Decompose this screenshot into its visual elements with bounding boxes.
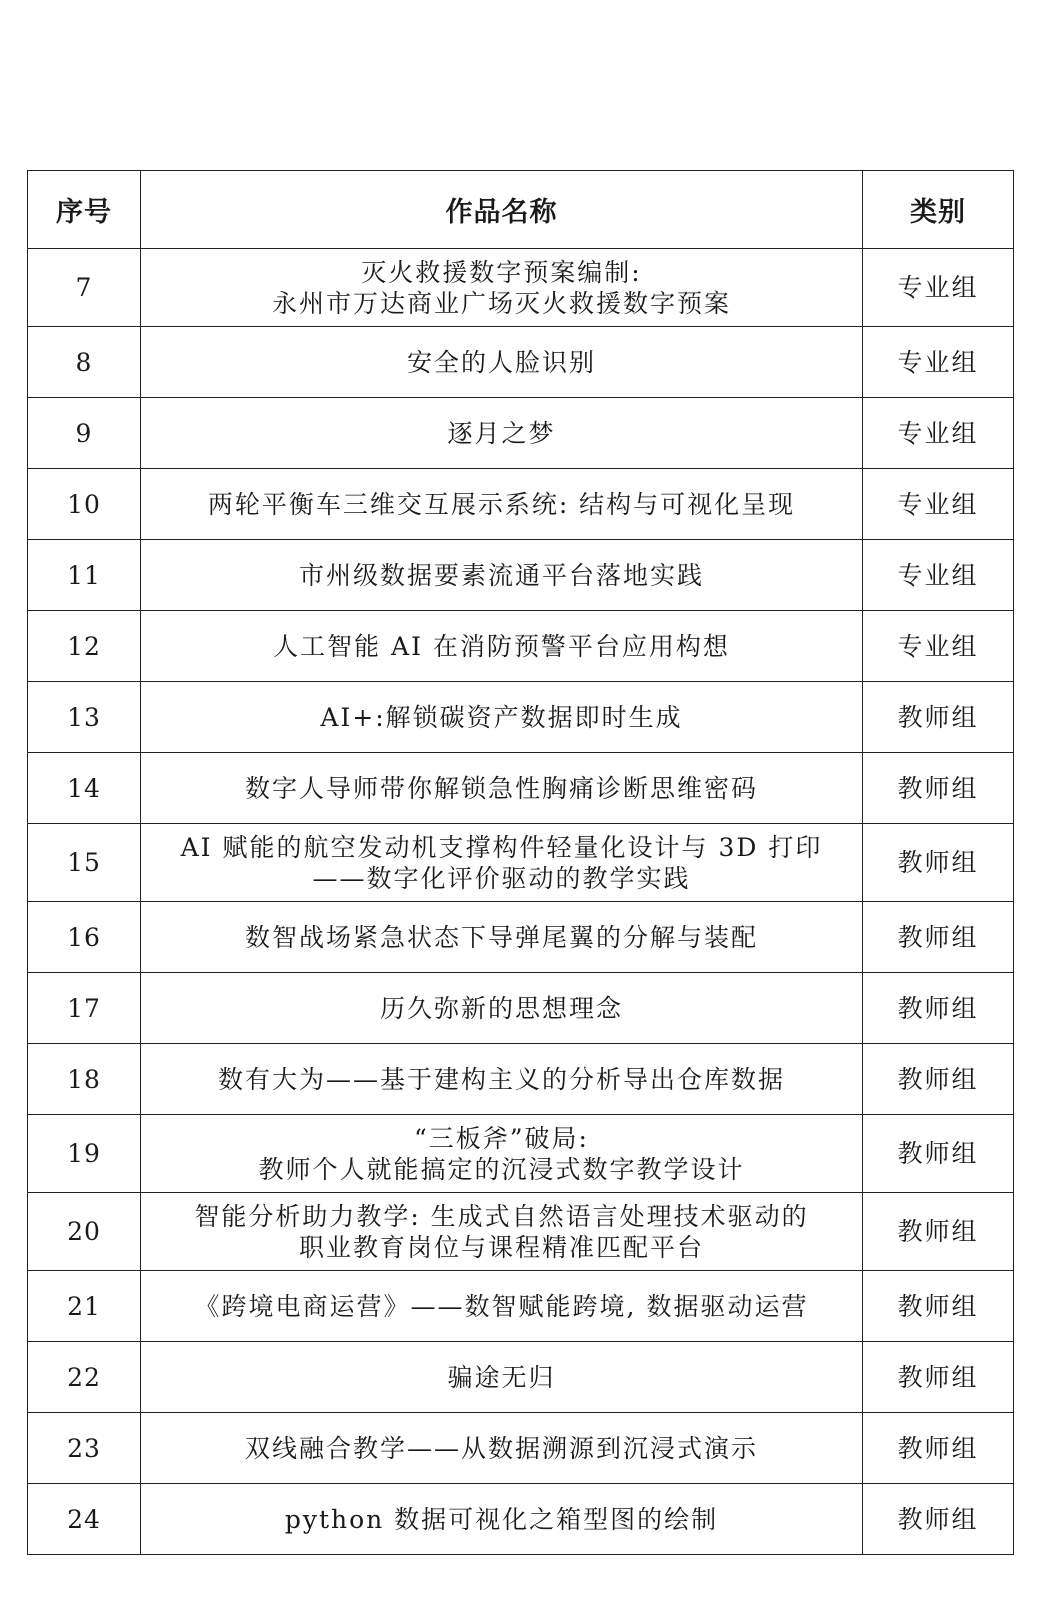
table-row bbox=[28, 469, 1014, 540]
row-work-name bbox=[141, 249, 863, 327]
work-name-line: 逐月之梦 bbox=[447, 418, 556, 448]
row-index: 23 bbox=[28, 1413, 141, 1484]
row-work-name bbox=[141, 469, 863, 540]
row-index: 19 bbox=[28, 1115, 141, 1193]
row-index: 12 bbox=[28, 611, 141, 682]
row-work-name bbox=[141, 973, 863, 1044]
work-name-line: “三板斧”破局: bbox=[414, 1123, 589, 1153]
table-row bbox=[28, 1193, 1014, 1271]
table-row bbox=[28, 1413, 1014, 1484]
table-row bbox=[28, 611, 1014, 682]
table-row bbox=[28, 753, 1014, 824]
table-body bbox=[28, 249, 1014, 1555]
row-index: 15 bbox=[28, 824, 141, 902]
table-row bbox=[28, 1044, 1014, 1115]
header-index: 序号 bbox=[28, 171, 141, 249]
work-name-line: 职业教育岗位与课程精准匹配平台 bbox=[298, 1232, 704, 1262]
row-work-name bbox=[141, 1115, 863, 1193]
row-index: 18 bbox=[28, 1044, 141, 1115]
table-row bbox=[28, 1484, 1014, 1555]
row-category: 教师组 bbox=[863, 973, 1014, 1044]
table-row bbox=[28, 249, 1014, 327]
work-name-line: 人工智能 AI 在消防预警平台应用构想 bbox=[273, 631, 730, 661]
work-name-line: 教师个人就能搞定的沉浸式数字教学设计 bbox=[258, 1154, 745, 1184]
work-name-line: 智能分析助力教学: 生成式自然语言处理技术驱动的 bbox=[194, 1201, 809, 1231]
work-name-line: 骗途无归 bbox=[447, 1362, 556, 1392]
table-row bbox=[28, 1271, 1014, 1342]
work-name-line: 两轮平衡车三维交互展示系统: 结构与可视化呈现 bbox=[207, 489, 796, 519]
work-name-line: 《跨境电商运营》——数智赋能跨境, 数据驱动运营 bbox=[194, 1291, 809, 1321]
row-index: 21 bbox=[28, 1271, 141, 1342]
row-index: 24 bbox=[28, 1484, 141, 1555]
table-row bbox=[28, 398, 1014, 469]
row-work-name bbox=[141, 1413, 863, 1484]
table-row bbox=[28, 540, 1014, 611]
table-row bbox=[28, 682, 1014, 753]
work-name-line: 数有大为——基于建构主义的分析导出仓库数据 bbox=[217, 1064, 785, 1094]
row-index: 14 bbox=[28, 753, 141, 824]
row-index: 22 bbox=[28, 1342, 141, 1413]
row-category: 教师组 bbox=[863, 1342, 1014, 1413]
row-work-name bbox=[141, 902, 863, 973]
row-work-name bbox=[141, 1044, 863, 1115]
row-index: 13 bbox=[28, 682, 141, 753]
row-index: 11 bbox=[28, 540, 141, 611]
row-index: 16 bbox=[28, 902, 141, 973]
row-category: 教师组 bbox=[863, 1044, 1014, 1115]
work-name-line: 永州市万达商业广场灭火救援数字预案 bbox=[271, 288, 731, 318]
row-index: 7 bbox=[28, 249, 141, 327]
row-work-name bbox=[141, 1193, 863, 1271]
work-name-line: 数字人导师带你解锁急性胸痛诊断思维密码 bbox=[244, 773, 758, 803]
row-category: 教师组 bbox=[863, 902, 1014, 973]
row-category: 教师组 bbox=[863, 1193, 1014, 1271]
row-category: 专业组 bbox=[863, 611, 1014, 682]
header-name: 作品名称 bbox=[141, 171, 863, 249]
row-work-name bbox=[141, 682, 863, 753]
row-work-name bbox=[141, 1484, 863, 1555]
row-category: 教师组 bbox=[863, 753, 1014, 824]
work-name-line: 历久弥新的思想理念 bbox=[379, 993, 623, 1023]
row-work-name bbox=[141, 1342, 863, 1413]
work-name-line: 数智战场紧急状态下导弹尾翼的分解与装配 bbox=[244, 922, 758, 952]
row-work-name bbox=[141, 327, 863, 398]
row-category: 教师组 bbox=[863, 1115, 1014, 1193]
row-index: 17 bbox=[28, 973, 141, 1044]
table-row bbox=[28, 1115, 1014, 1193]
row-work-name bbox=[141, 611, 863, 682]
row-category: 专业组 bbox=[863, 327, 1014, 398]
row-category: 教师组 bbox=[863, 1484, 1014, 1555]
row-work-name bbox=[141, 540, 863, 611]
row-category: 教师组 bbox=[863, 682, 1014, 753]
table-row bbox=[28, 902, 1014, 973]
works-table bbox=[27, 170, 1014, 1555]
work-name-line: 市州级数据要素流通平台落地实践 bbox=[298, 560, 704, 590]
row-work-name bbox=[141, 1271, 863, 1342]
table-row bbox=[28, 327, 1014, 398]
row-work-name bbox=[141, 398, 863, 469]
row-index: 10 bbox=[28, 469, 141, 540]
row-index: 9 bbox=[28, 398, 141, 469]
works-table-container bbox=[27, 170, 1013, 1555]
row-work-name bbox=[141, 753, 863, 824]
row-category: 专业组 bbox=[863, 540, 1014, 611]
work-name-line: AI 赋能的航空发动机支撑构件轻量化设计与 3D 打印 bbox=[180, 832, 823, 862]
work-name-line: 安全的人脸识别 bbox=[406, 347, 596, 377]
header-category: 类别 bbox=[863, 171, 1014, 249]
row-index: 8 bbox=[28, 327, 141, 398]
table-header-row bbox=[28, 171, 1014, 249]
row-category: 专业组 bbox=[863, 398, 1014, 469]
table-row bbox=[28, 824, 1014, 902]
work-name-line: 灭火救援数字预案编制: bbox=[361, 257, 642, 287]
table-row bbox=[28, 1342, 1014, 1413]
row-category: 教师组 bbox=[863, 1413, 1014, 1484]
work-name-line: python 数据可视化之箱型图的绘制 bbox=[284, 1504, 719, 1534]
work-name-line: 双线融合教学——从数据溯源到沉浸式演示 bbox=[244, 1433, 758, 1463]
table-row bbox=[28, 973, 1014, 1044]
row-index: 20 bbox=[28, 1193, 141, 1271]
work-name-line: ——数字化评价驱动的教学实践 bbox=[312, 863, 691, 893]
row-category: 专业组 bbox=[863, 469, 1014, 540]
row-category: 教师组 bbox=[863, 824, 1014, 902]
work-name-line: AI+:解锁碳资产数据即时生成 bbox=[320, 702, 683, 732]
row-work-name bbox=[141, 824, 863, 902]
row-category: 教师组 bbox=[863, 1271, 1014, 1342]
row-category: 专业组 bbox=[863, 249, 1014, 327]
